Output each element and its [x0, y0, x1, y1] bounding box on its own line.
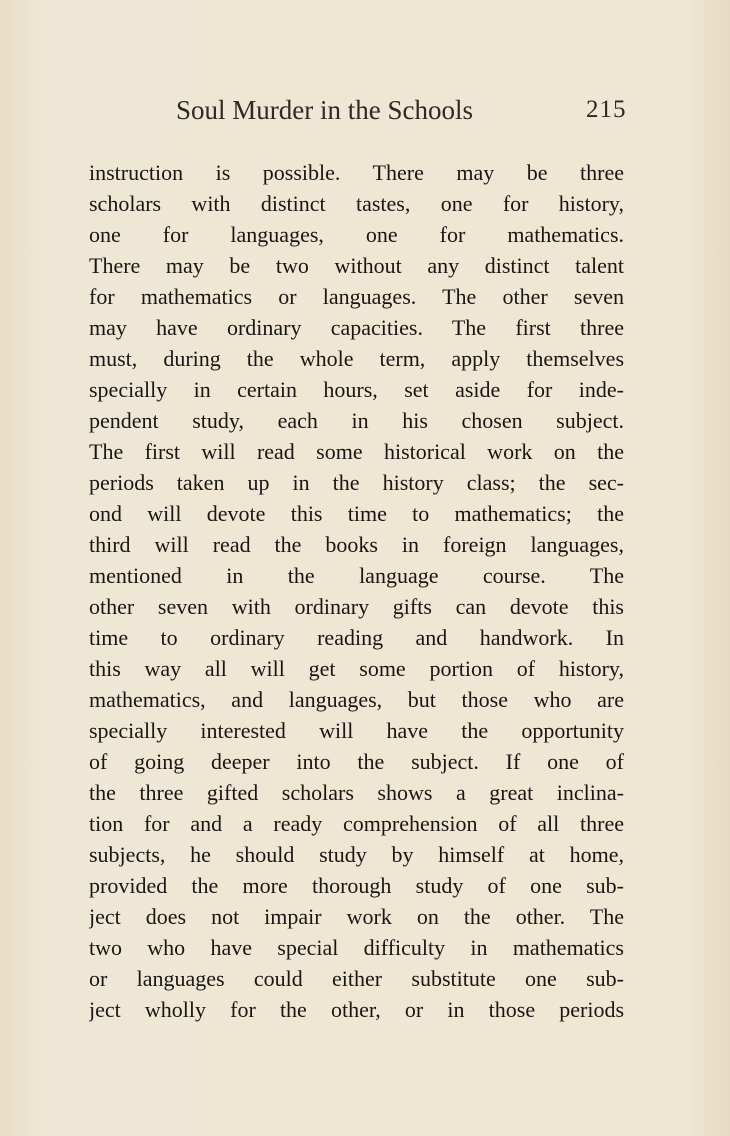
- text-line: mentioned in the language course. The: [89, 563, 624, 588]
- text-line: of going deeper into the subject. If one of: [89, 749, 624, 774]
- text-line: The first will read some historical work on the: [89, 439, 624, 464]
- text-line: two who have special difficulty in mathematics: [89, 935, 624, 960]
- text-line: mathematics, and languages, but those who are: [89, 687, 624, 712]
- text-line: ject wholly for the other, or in those periods: [89, 997, 624, 1022]
- text-line: for mathematics or languages. The other seven: [89, 284, 624, 309]
- text-line: subjects, he should study by himself at home,: [89, 842, 624, 867]
- text-line: other seven with ordinary gifts can devote this: [89, 594, 624, 619]
- text-line: specially interested will have the opportunity: [89, 718, 624, 743]
- text-line: this way all will get some portion of history,: [89, 656, 624, 681]
- running-header: [0, 90, 730, 130]
- text-line: the three gifted scholars shows a great inclina-: [89, 780, 624, 805]
- text-line: one for languages, one for mathematics.: [89, 222, 624, 247]
- running-title: Soul Murder in the Schools: [176, 95, 473, 125]
- text-line: must, during the whole term, apply themselves: [89, 346, 624, 371]
- text-line: provided the more thorough study of one sub-: [89, 873, 624, 898]
- text-line: tion for and a ready comprehension of all three: [89, 811, 624, 836]
- text-line: third will read the books in foreign languages,: [89, 532, 624, 557]
- body-text: [89, 157, 624, 1025]
- text-line: may have ordinary capacities. The first three: [89, 315, 624, 340]
- text-line: ond will devote this time to mathematics; the: [89, 501, 624, 526]
- text-line: periods taken up in the history class; the sec-: [89, 470, 624, 495]
- text-line: pendent study, each in his chosen subject.: [89, 408, 624, 433]
- text-line: time to ordinary reading and handwork. In: [89, 625, 624, 650]
- text-line: ject does not impair work on the other. The: [89, 904, 624, 929]
- text-line: specially in certain hours, set aside for inde-: [89, 377, 624, 402]
- text-line: or languages could either substitute one sub-: [89, 966, 624, 991]
- page-number: 215: [586, 96, 627, 123]
- text-line: There may be two without any distinct talent: [89, 253, 624, 278]
- text-line: scholars with distinct tastes, one for history,: [89, 191, 624, 216]
- text-line: instruction is possible. There may be three: [89, 160, 624, 185]
